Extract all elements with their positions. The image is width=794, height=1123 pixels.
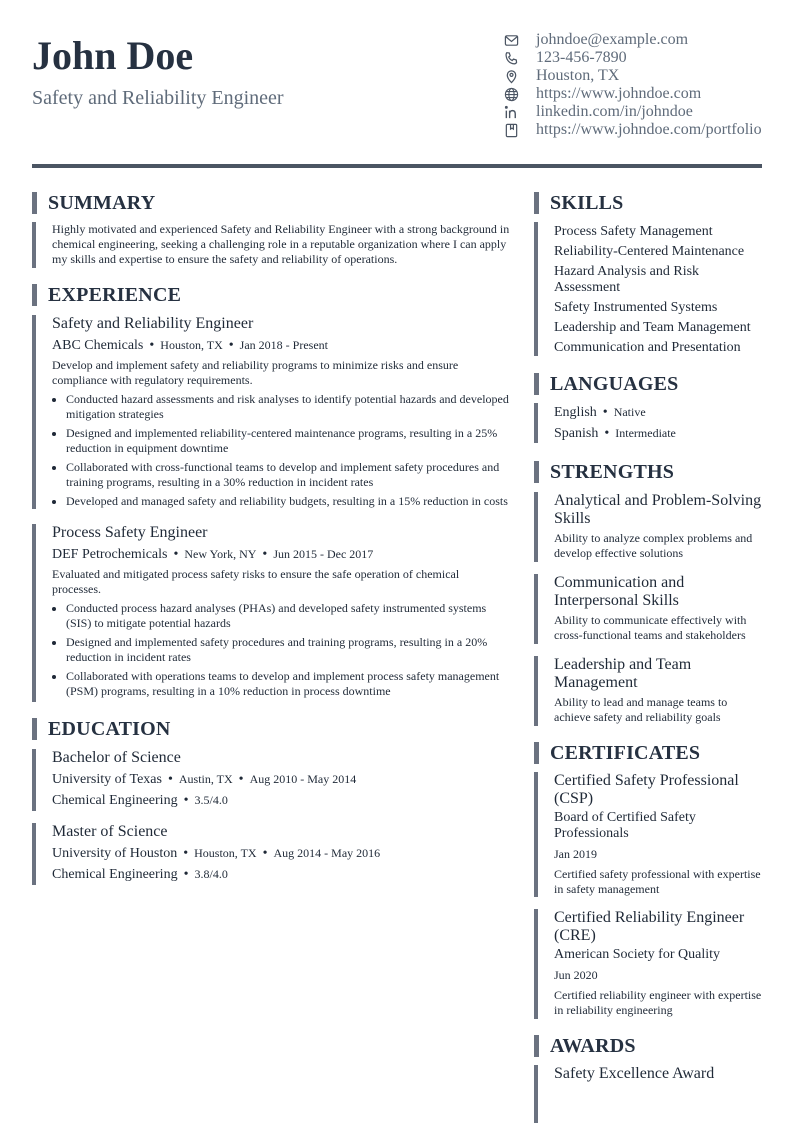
separator: • [167,772,173,787]
location-icon [502,67,520,85]
languages-heading: LANGUAGES [534,373,764,395]
contact-portfolio-text: https://www.johndoe.com/portfolio [536,121,762,138]
candidate-role: Safety and Reliability Engineer [32,87,284,109]
school: University of Houston [52,846,178,861]
certificates-heading: CERTIFICATES [534,742,764,764]
list-item: • Designed and implemented reliability-centered maintenance programs, resulting in a 25% reduction in equipment downtime [66,426,510,456]
job-description: Develop and implement safety and reliability programs to minimize risks and ensure compliance with regulatory requirements. [52,358,459,387]
job-dates: Jun 2015 - Dec 2017 [273,547,374,561]
separator: • [602,405,608,420]
job-title: Safety and Reliability Engineer [52,315,254,332]
school: University of Texas [52,772,162,787]
award-item: Safety Excellence Award [554,1065,715,1082]
summary-heading: SUMMARY [32,192,510,214]
languages-block [534,403,764,443]
skill-item: Communication and Presentation [554,340,741,355]
contact-linkedin-text: linkedin.com/in/johndoe [536,103,693,120]
language-item [554,424,764,443]
separator: • [173,547,179,562]
school-location: Houston, TX [194,846,257,860]
skill-item: Reliability-Centered Maintenance [554,244,745,259]
separator: • [149,338,155,353]
summary-text: Highly motivated and experienced Safety and Reliability Engineer with a strong background in chemical engineering, seeking a challenging role in a reputable organization where I can apply my skills and expertise to ensure the safety and reliability of operations. [52,222,510,266]
header-divider [32,164,762,168]
language-name: Spanish [554,426,599,441]
certificate-item [534,772,764,897]
list-item: • Conducted hazard assessments and risk analyses to identify potential hazards and developed mitigation strategies [66,392,510,422]
globe-icon [502,85,520,103]
separator: • [228,338,234,353]
language-level: Native [613,405,646,419]
job-location: New York, NY [184,547,257,561]
education-item [32,823,510,885]
education-meta [52,844,510,863]
list-item: • Developed and managed safety and reliability budgets, resulting in a 15% reduction in costs [66,494,510,509]
gpa: 3.8/4.0 [194,867,228,881]
separator: • [238,772,244,787]
contact-website-text: https://www.johndoe.com [536,85,702,102]
contact-portfolio[interactable] [502,121,762,139]
job-title: Process Safety Engineer [52,524,208,541]
strength-description: Ability to analyze complex problems and develop effective solutions [554,531,753,560]
awards-heading: AWARDS [534,1035,764,1057]
main-column [32,192,510,885]
language-name: English [554,405,597,420]
certificate-issuer: Board of Certified Safety Professionals [554,810,696,841]
strength-description: Ability to lead and manage teams to achieve safety and reliability goals [554,695,728,724]
degree: Bachelor of Science [52,749,181,766]
contact-phone[interactable] [502,49,762,67]
job-company: ABC Chemicals [52,338,144,353]
certificate-title: Certified Reliability Engineer (CRE) [554,909,745,944]
job-description: Evaluated and mitigated process safety risks to ensure the safe operation of chemical processes. [52,567,460,596]
skill-item: Leadership and Team Management [554,320,751,335]
education-meta [52,770,510,789]
phone-icon [502,49,520,67]
contact-email-text: johndoe@example.com [536,31,689,48]
degree: Master of Science [52,823,168,840]
separator: • [262,846,268,861]
separator: • [183,867,189,882]
skill-item: Safety Instrumented Systems [554,300,718,315]
field-of-study: Chemical Engineering [52,793,178,808]
contact-location [502,67,762,85]
separator: • [183,793,189,808]
job-dates: Jan 2018 - Present [239,338,328,352]
job-bullets [52,392,510,509]
email-icon [502,31,520,49]
strength-item [534,574,764,644]
portfolio-icon [502,121,520,139]
certificate-title: Certified Safety Professional (CSP) [554,772,739,807]
language-item [554,403,764,422]
contact-location-text: Houston, TX [536,67,620,84]
contact-list [502,31,762,139]
strength-title: Communication and Interpersonal Skills [554,574,685,609]
certificate-date: Jan 2019 [554,847,597,861]
strength-title: Analytical and Problem-Solving Skills [554,492,762,527]
certificate-item [534,909,764,1019]
education-dates: Aug 2014 - May 2016 [273,846,381,860]
contact-email[interactable] [502,31,762,49]
certificate-description: Certified reliability engineer with expertise in reliability engineering [554,988,762,1017]
experience-item [32,524,510,702]
job-meta [52,545,510,564]
skill-item: Hazard Analysis and Risk Assessment [554,264,700,295]
gpa: 3.5/4.0 [194,793,228,807]
skills-heading: SKILLS [534,192,764,214]
experience-heading: EXPERIENCE [32,284,510,306]
strengths-heading: STRENGTHS [534,461,764,483]
contact-linkedin[interactable] [502,103,762,121]
job-company: DEF Petrochemicals [52,547,168,562]
resume-header [32,0,762,168]
school-location: Austin, TX [178,772,233,786]
certificate-description: Certified safety professional with expertise in safety management [554,867,761,896]
separator: • [183,846,189,861]
candidate-name: John Doe [32,33,194,78]
summary-block [32,222,510,268]
skill-item: Process Safety Management [554,224,713,239]
field-of-study: Chemical Engineering [52,867,178,882]
job-bullets [52,601,510,699]
education-field [52,791,510,810]
linkedin-icon [502,103,520,121]
education-dates: Aug 2010 - May 2014 [249,772,357,786]
contact-phone-text: 123-456-7890 [536,49,627,66]
skills-block [534,222,764,356]
sidebar-column [534,192,764,1123]
experience-item [32,315,510,509]
separator: • [262,547,268,562]
strength-item [534,492,764,562]
job-location: Houston, TX [160,338,223,352]
list-item: • Collaborated with operations teams to develop and implement process safety management (PSM) programs, resulting in a 10% reduction in process downtime [66,669,510,699]
language-level: Intermediate [615,426,676,440]
strength-item [534,656,764,726]
contact-website[interactable] [502,85,762,103]
strength-description: Ability to communicate effectively with cross-functional teams and stakeholders [554,613,747,642]
education-item [32,749,510,811]
list-item: • Collaborated with cross-functional teams to develop and implement safety procedures and training programs, resulting in a 30% reduction in incident rates [66,460,510,490]
separator: • [604,426,610,441]
list-item: • Designed and implemented safety procedures and training programs, resulting in a 20% reduction in incident rates [66,635,510,665]
education-heading: EDUCATION [32,718,510,740]
awards-block [534,1065,764,1123]
certificate-issuer: American Society for Quality [554,947,721,962]
resume-page [32,0,762,1082]
certificate-date: Jun 2020 [554,968,598,982]
job-meta [52,336,510,355]
list-item: • Conducted process hazard analyses (PHAs) and developed safety instrumented systems (SIS) to mitigate potential hazards [66,601,510,631]
strength-title: Leadership and Team Management [554,656,692,691]
education-field [52,865,510,884]
